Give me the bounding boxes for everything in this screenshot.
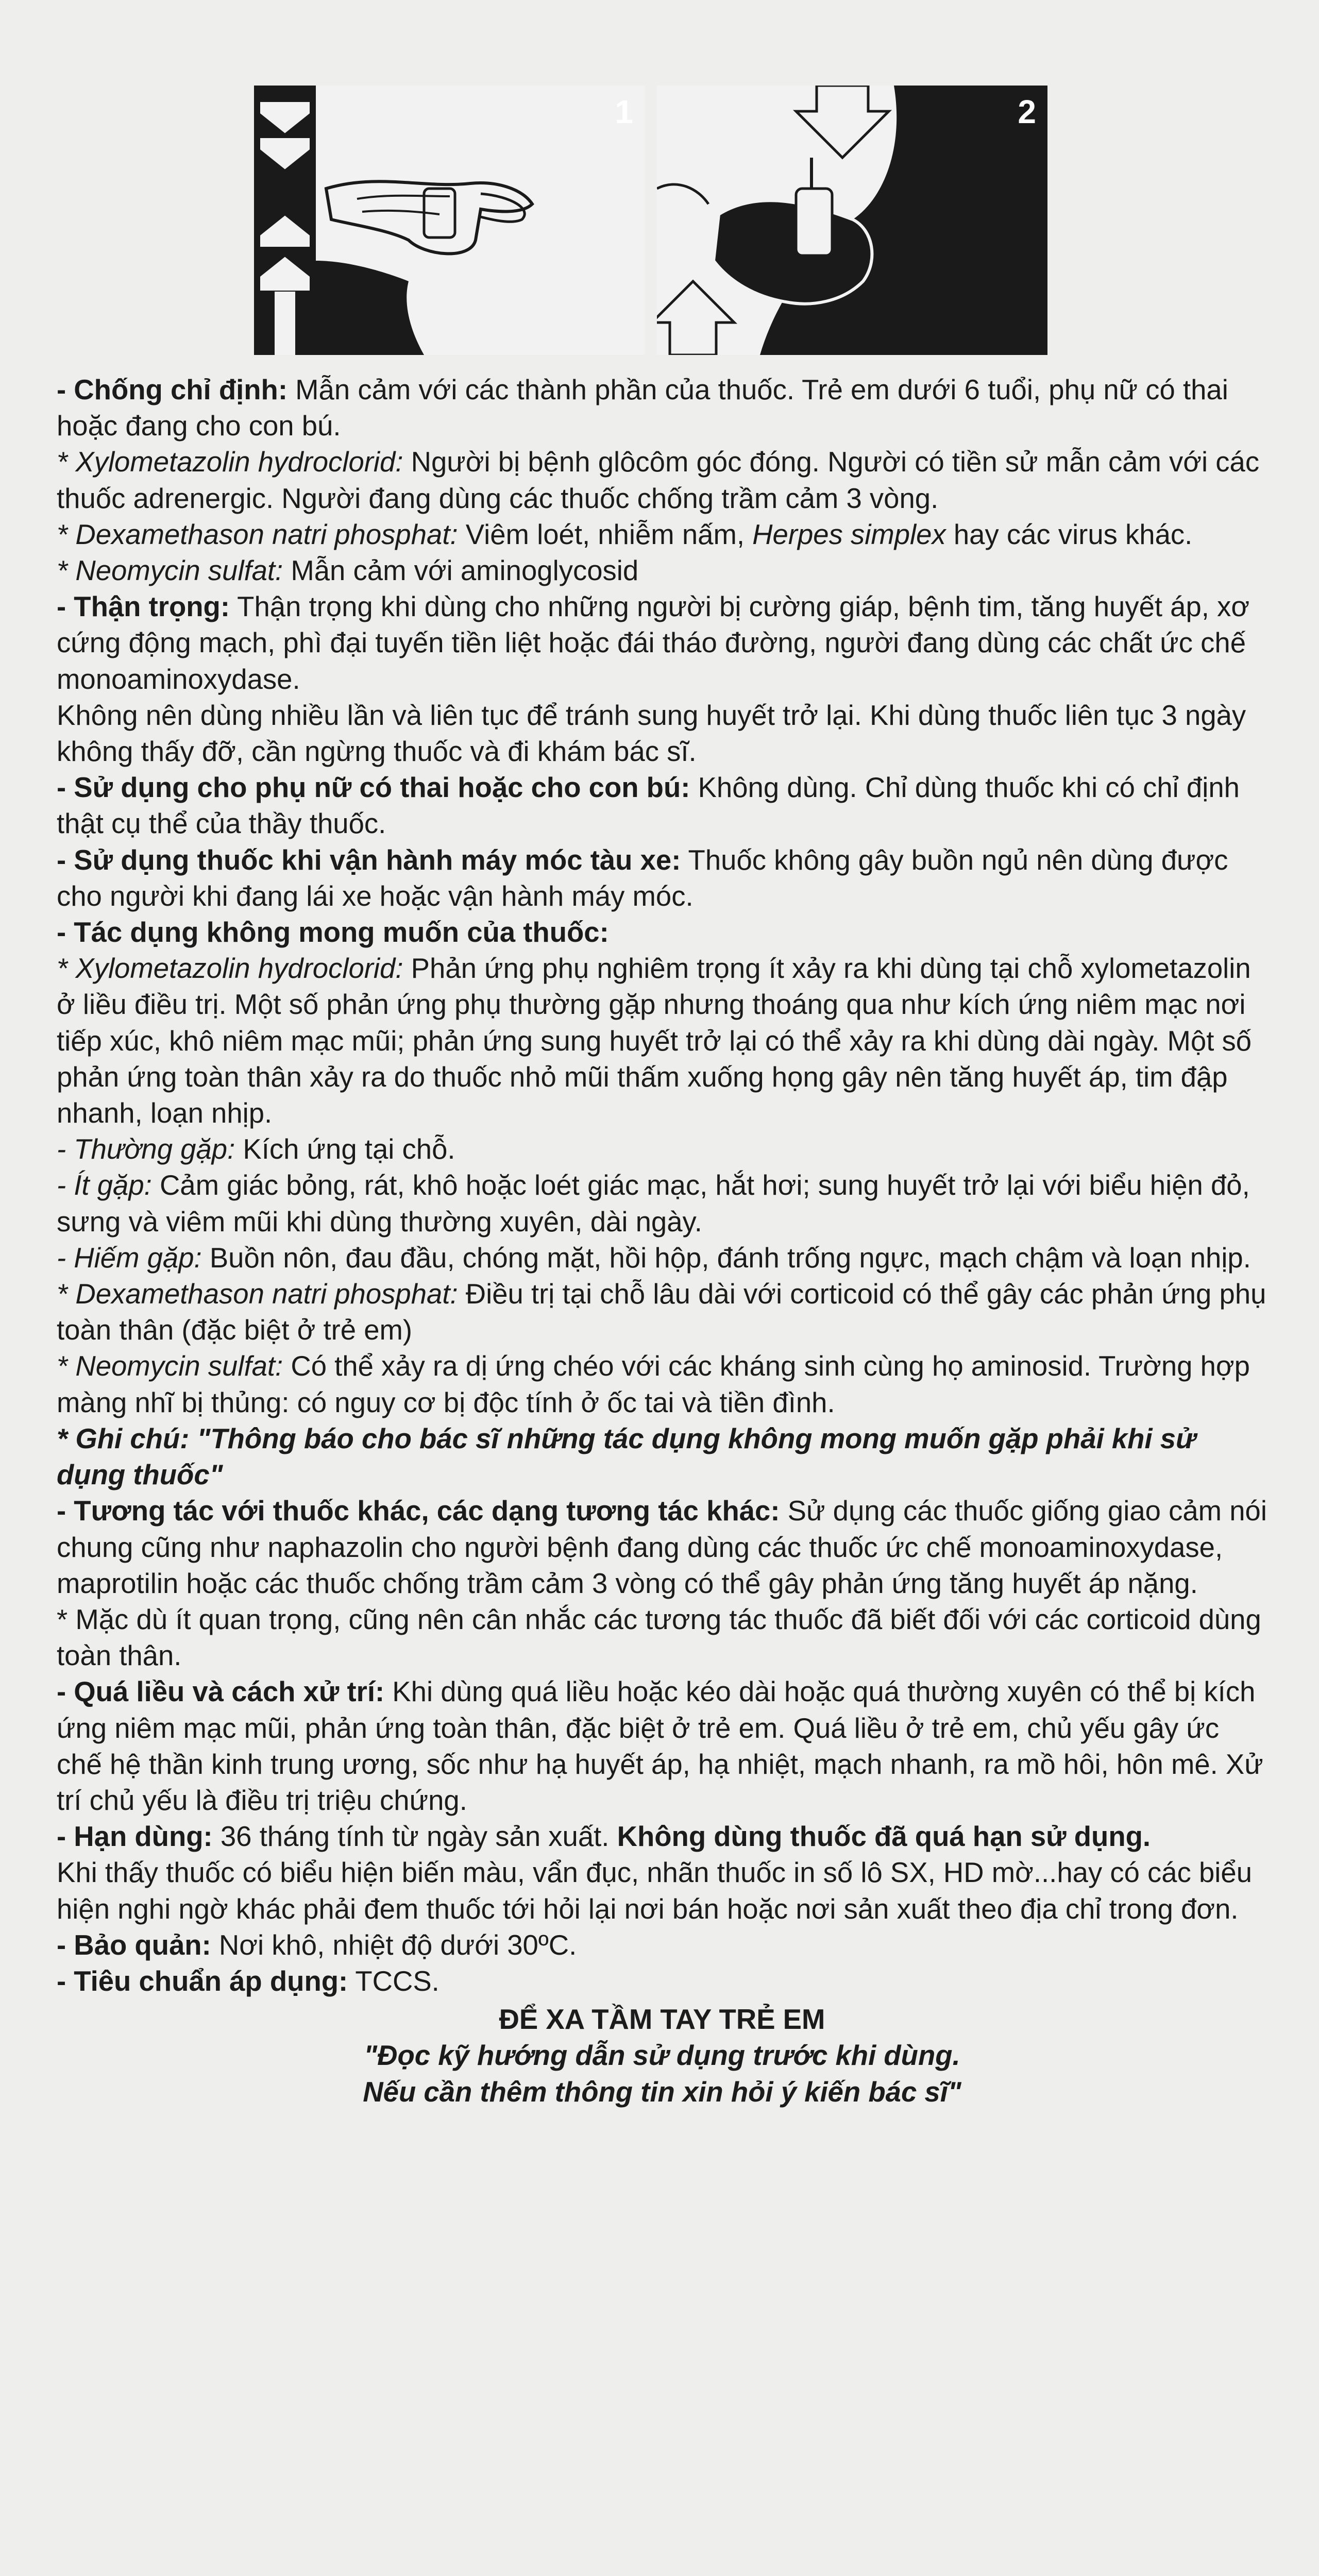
xylometazolin-side-paragraph (57, 951, 1267, 1131)
dexamethason-contra-paragraph (57, 517, 1267, 553)
contraindication-label: - Chống chỉ định: (57, 374, 288, 405)
illustration-panel-1 (254, 86, 645, 355)
xylometazolin-side-text: Phản ứng phụ nghiêm trọng ít xảy ra khi dùng tại chỗ xylometazolin ở liều điều trị. Một số phản ứng phụ thường gặp nhưng thoáng qua như kích ứng niêm mạc nơi tiếp xúc, khô niêm mạc mũi; phản ứng sung huyết trở lại có thể xảy ra khi dùng dài ngày. Một số phản ứng toàn thân xảy ra do thuốc nhỏ mũi thấm xuống họng gây nên tăng huyết áp, tim đập nhanh, loạn nhịp. (57, 953, 1252, 1129)
interaction-text: Sử dụng các thuốc giống giao cảm nói chung cũng như naphazolin cho người bệnh đang dùng các thuốc ức chế monoaminoxydase, maprotilin hoặc các thuốc chống trầm cảm 3 vòng có thể gây phản ứng tăng huyết áp nặng. (57, 1495, 1267, 1599)
rare-label: - Hiếm gặp: (57, 1242, 202, 1274)
report-note: * Ghi chú: "Thông báo cho bác sĩ những tác dụng không mong muốn gặp phải khi sử dụng thuốc" (57, 1422, 1196, 1491)
dexamethason-name: * Dexamethason natri phosphat: (57, 518, 458, 550)
expiry-paragraph-2: Khi thấy thuốc có biểu hiện biến màu, vẩn đục, nhãn thuốc in số lô SX, HD mờ...hay có các biểu hiện nghi ngờ khác phải đem thuốc tới hỏi lại nơi bán hoặc nơi sản xuất theo địa chỉ trong đơn. (57, 1857, 1253, 1925)
standard-text: TCCS. (348, 1965, 439, 1997)
uncommon-label: - Ít gặp: (57, 1170, 152, 1201)
driving-paragraph (57, 842, 1267, 914)
keep-away-warning: ĐỂ XA TẦM TAY TRẺ EM (499, 2004, 825, 2036)
expiry-text: 36 tháng tính từ ngày sản xuất. (212, 1821, 617, 1853)
usage-illustration (254, 86, 1047, 355)
dexamethason-contra-text-b: hay các virus khác. (945, 518, 1193, 550)
contraindication-text: Mẫn cảm với các thành phần của thuốc. Trẻ em dưới 6 tuổi, phụ nữ có thai hoặc đang cho con bú. (57, 374, 1228, 442)
neomycin-contra-text: Mẫn cảm với aminoglycosid (283, 555, 639, 587)
xylometazolin-contra-text: Người bị bệnh glôcôm góc đóng. Người có tiền sử mẫn cảm với các thuốc adrenergic. Người đang dùng các thuốc chống trầm cảm 3 vòng. (57, 446, 1260, 514)
storage-text: Nơi khô, nhiệt độ dưới 30ºC. (211, 1929, 577, 1961)
xylometazolin-name: * Xylometazolin hydroclorid: (57, 446, 403, 478)
leaflet-body (57, 372, 1267, 2110)
expiry-paragraph (57, 1819, 1267, 1855)
common-label: - Thường gặp: (57, 1133, 235, 1165)
rare-effects-paragraph (57, 1240, 1267, 1276)
illustration-panel-2 (657, 86, 1047, 355)
xylometazolin-contra-paragraph (57, 444, 1267, 516)
read-instructions-line-1: "Đọc kỹ hướng dẫn sử dụng trước khi dùng. (364, 2040, 960, 2072)
dexamethason-side-text: Điều trị tại chỗ lâu dài với corticoid có thể gây các phản ứng phụ toàn thân (đặc biệt ở trẻ em) (57, 1278, 1266, 1346)
pregnancy-paragraph (57, 770, 1267, 842)
caution-paragraph-2: Không nên dùng nhiều lần và liên tục để tránh sung huyết trở lại. Khi dùng thuốc liên tục 3 ngày không thấy đỡ, cần ngừng thuốc và đi khám bác sĩ. (57, 699, 1246, 768)
side-effects-heading: - Tác dụng không mong muốn của thuốc: (57, 917, 609, 948)
dexamethason-contra-text-a: Viêm loét, nhiễm nấm, (458, 518, 753, 550)
overdose-label: - Quá liều và cách xử trí: (57, 1676, 385, 1708)
dexamethason-side-paragraph (57, 1276, 1267, 1348)
interaction-label: - Tương tác với thuốc khác, các dạng tương tác khác: (57, 1495, 780, 1527)
expiry-label: - Hạn dùng: (57, 1821, 213, 1853)
panel-number-1: 1 (615, 93, 633, 130)
storage-label: - Bảo quản: (57, 1929, 211, 1961)
caution-label: - Thận trọng: (57, 591, 230, 623)
neomycin-side-paragraph (57, 1348, 1267, 1420)
uncommon-text: Cảm giác bỏng, rát, khô hoặc loét giác mạc, hắt hơi; sung huyết trở lại với biểu hiện đỏ, sưng và viêm mũi khi dùng thường xuyên, dài ngày. (57, 1170, 1250, 1238)
interaction-paragraph-2: * Mặc dù ít quan trọng, cũng nên cân nhắc các tương tác thuốc đã biết đối với các corticoid dùng toàn thân. (57, 1603, 1261, 1672)
rare-text: Buồn nôn, đau đầu, chóng mặt, hồi hộp, đánh trống ngực, mạch chậm và loạn nhịp. (201, 1242, 1251, 1274)
spray-nose-drawing (657, 86, 1047, 355)
storage-paragraph (57, 1927, 1267, 1963)
neomycin-name: * Neomycin sulfat: (57, 555, 283, 587)
caution-text: Thận trọng khi dùng cho những người bị cường giáp, bệnh tim, tăng huyết áp, xơ cứng động mạch, phì đại tuyến tiền liệt hoặc đái tháo đường, người đang dùng các chất ức chế monoaminoxydase. (57, 591, 1250, 695)
interaction-paragraph (57, 1493, 1267, 1602)
neomycin-side-text: Có thể xảy ra dị ứng chéo với các kháng sinh cùng họ aminosid. Trường hợp màng nhĩ bị thủng: có nguy cơ bị độc tính ở ốc tai và tiền đình. (57, 1350, 1250, 1418)
neomycin-contra-paragraph (57, 553, 1267, 589)
common-text: Kích ứng tại chỗ. (235, 1133, 455, 1165)
pregnancy-label: - Sử dụng cho phụ nữ có thai hoặc cho con bú: (57, 772, 690, 804)
expiry-warning: Không dùng thuốc đã quá hạn sử dụng. (617, 1821, 1151, 1853)
dexamethason-name-2: * Dexamethason natri phosphat: (57, 1278, 458, 1310)
driving-text: Thuốc không gây buồn ngủ nên dùng được cho người khi đang lái xe hoặc vận hành máy móc. (57, 844, 1228, 912)
herpes-simplex-term: Herpes simplex (752, 518, 946, 550)
caution-paragraph (57, 589, 1267, 698)
xylometazolin-name-2: * Xylometazolin hydroclorid: (57, 953, 403, 985)
read-instructions-line-2: Nếu cần thêm thông tin xin hỏi ý kiến bác sĩ" (363, 2076, 961, 2108)
uncommon-effects-paragraph (57, 1167, 1267, 1240)
neomycin-name-2: * Neomycin sulfat: (57, 1350, 283, 1382)
pregnancy-text: Không dùng. Chỉ dùng thuốc khi có chỉ định thật cụ thể của thầy thuốc. (57, 772, 1240, 840)
overdose-text: Khi dùng quá liều hoặc kéo dài hoặc quá thường xuyên có thể bị kích ứng niêm mạc mũi, phản ứng toàn thân, đặc biệt ở trẻ em. Quá liều ở trẻ em, chủ yếu gây ức chế hệ thần kinh trung ương, sốc như hạ huyết áp, hạ nhiệt, mạch nhanh, ra mồ hôi, hôn mê. Xử trí chủ yếu là điều trị triệu chứng. (57, 1676, 1263, 1816)
standard-paragraph (57, 1963, 1267, 1999)
contraindication-paragraph (57, 372, 1267, 444)
driving-label: - Sử dụng thuốc khi vận hành máy móc tàu xe: (57, 844, 681, 876)
panel-number-2: 2 (1018, 93, 1036, 130)
press-bottle-drawing (254, 86, 645, 355)
overdose-paragraph (57, 1674, 1267, 1819)
common-effects-paragraph (57, 1131, 1267, 1167)
standard-label: - Tiêu chuẩn áp dụng: (57, 1965, 348, 1997)
